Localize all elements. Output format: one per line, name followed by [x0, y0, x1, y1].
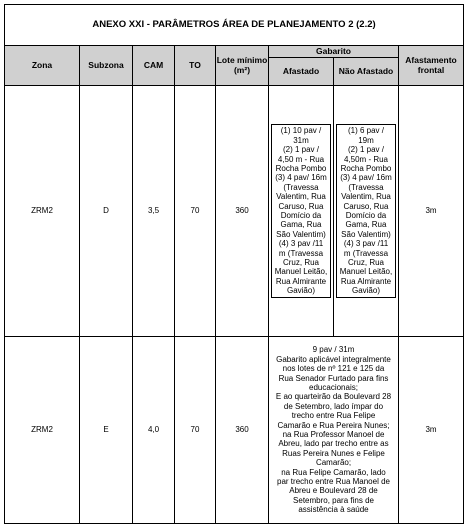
- nao-afastado-box: [336, 124, 396, 297]
- header-zona: Zona: [5, 46, 80, 86]
- gabarito-line: Camarão;: [315, 458, 352, 468]
- gabarito-line: de Setembro, lado ímpar do: [283, 401, 384, 411]
- header-cam: CAM: [133, 46, 175, 86]
- gabarito-line: m (Travessa: [343, 248, 389, 258]
- cell-lote: 360: [216, 86, 269, 337]
- gabarito-line: (4) 3 pav /11: [343, 239, 389, 249]
- gabarito-line: (1) 6 pav /: [347, 126, 384, 136]
- gabarito-line: 4,50m - Rua: [343, 154, 389, 164]
- gabarito-line: Rocha Pombo: [340, 163, 392, 173]
- table-row: [5, 86, 464, 337]
- gabarito-line: Rua Senador Furtado para fins: [278, 373, 389, 383]
- header-lote-label: Lote mínimo: [216, 55, 268, 66]
- cell-subzona: D: [80, 86, 133, 337]
- gabarito-line: (Travessa: [283, 182, 319, 192]
- gabarito-line: São Valentim): [341, 229, 391, 239]
- cell-gabarito-merged: [269, 337, 399, 524]
- gabarito-line: Ruas Pereira Nunes e Felipe: [282, 448, 385, 458]
- cell-zona: ZRM2: [5, 337, 80, 524]
- gabarito-line: (3) 4 pav/ 16m: [275, 173, 327, 183]
- cell-to: 70: [175, 86, 216, 337]
- gabarito-line: Gama, Rua: [280, 220, 322, 230]
- gabarito-line: (2) 1 pav /: [347, 145, 384, 155]
- cell-to: 70: [175, 337, 216, 524]
- gabarito-line: Manuel Leitão,: [339, 267, 393, 277]
- cell-subzona: E: [80, 337, 133, 524]
- gabarito-line: na Rua Professor Manoel de: [282, 430, 385, 439]
- gabarito-line: (3) 4 pav/ 16m: [340, 173, 392, 183]
- header-lote-minimo: [216, 46, 269, 86]
- gabarito-line: Domício da: [345, 211, 387, 220]
- gabarito-line: 4,50 m - Rua: [277, 154, 325, 164]
- table-row: [5, 337, 464, 524]
- cell-zona: ZRM2: [5, 86, 80, 337]
- cell-afastamento: 3m: [399, 337, 464, 524]
- gabarito-line: Abreu e Boulevard 28 de: [289, 486, 378, 496]
- header-nao-afastado: Não Afastado: [334, 58, 399, 86]
- cell-afastamento: 3m: [399, 86, 464, 337]
- gabarito-line: (4) 3 pav /11: [278, 239, 324, 249]
- parameters-document: [4, 4, 463, 524]
- gabarito-line: Setembro, para fins de: [293, 495, 374, 505]
- gabarito-line: 19m: [358, 135, 374, 145]
- gabarito-line: Gavião): [351, 286, 380, 296]
- header-to: TO: [175, 46, 216, 86]
- gabarito-line: E ao quarteirão da Boulevard 28: [275, 392, 392, 402]
- gabarito-line: Gabarito aplicável integralmente: [276, 354, 391, 364]
- gabarito-line: Caruso, Rua: [278, 201, 324, 211]
- gabarito-line: (Travessa: [348, 182, 384, 192]
- gabarito-line: m (Travessa: [278, 248, 324, 258]
- gabarito-line: 31m: [293, 135, 309, 145]
- cell-cam: 3,5: [133, 86, 175, 337]
- header-subzona: Subzona: [80, 46, 133, 86]
- gabarito-line: Valentim, Rua: [276, 192, 326, 202]
- gabarito-line: Caruso, Rua: [343, 201, 389, 211]
- gabarito-line: Rua Almirante: [275, 276, 327, 286]
- gabarito-line: par trecho entre Rua Manoel de: [277, 477, 390, 487]
- gabarito-line: trecho entre Rua Felipe: [291, 411, 376, 421]
- cell-gabarito-nao-afastado: [334, 86, 399, 337]
- gabarito-line: Cruz, Rua: [347, 258, 384, 268]
- header-gabarito: Gabarito: [269, 46, 399, 58]
- gabarito-line: Manuel Leitão,: [274, 267, 328, 277]
- afastado-box: [271, 124, 331, 297]
- gabarito-line: Cruz, Rua: [282, 258, 319, 268]
- gabarito-line: na Rua Felipe Camarão, lado: [281, 467, 386, 477]
- gabarito-line: Gama, Rua: [345, 220, 387, 230]
- gabarito-line: educacionais;: [309, 382, 358, 392]
- gabarito-line: Rocha Pombo: [275, 163, 327, 173]
- gabarito-line: 9 pav / 31m: [312, 345, 355, 355]
- header-afastado: Afastado: [269, 58, 334, 86]
- gabarito-line: São Valentim): [276, 229, 326, 239]
- parameters-table: [4, 4, 464, 524]
- gabarito-line: (2) 1 pav /: [282, 145, 319, 155]
- gabarito-line: (1) 10 pav /: [280, 126, 322, 136]
- gabarito-line: assistência à saúde: [298, 505, 369, 515]
- cell-gabarito-afastado: [269, 86, 334, 337]
- gabarito-line: Valentim, Rua: [341, 192, 391, 202]
- gabarito-line: Camarão e Rua Pereira Nunes;: [277, 420, 390, 430]
- gabarito-line: Domício da: [280, 211, 322, 220]
- header-afastamento-frontal: Afastamento frontal: [399, 46, 464, 86]
- header-lote-unit: (m²): [233, 64, 251, 75]
- gabarito-line: Rua Almirante: [340, 276, 392, 286]
- gabarito-line: Gavião): [286, 286, 315, 296]
- cell-lote: 360: [216, 337, 269, 524]
- gabarito-line: nos lotes de nº 121 e 125 da: [282, 364, 385, 374]
- table-title: ANEXO XXI - PARÂMETROS ÁREA DE PLANEJAMENTO 2 (2.2): [5, 5, 464, 46]
- gabarito-line: Abreu, lado par trecho entre as: [278, 439, 389, 449]
- cell-cam: 4,0: [133, 337, 175, 524]
